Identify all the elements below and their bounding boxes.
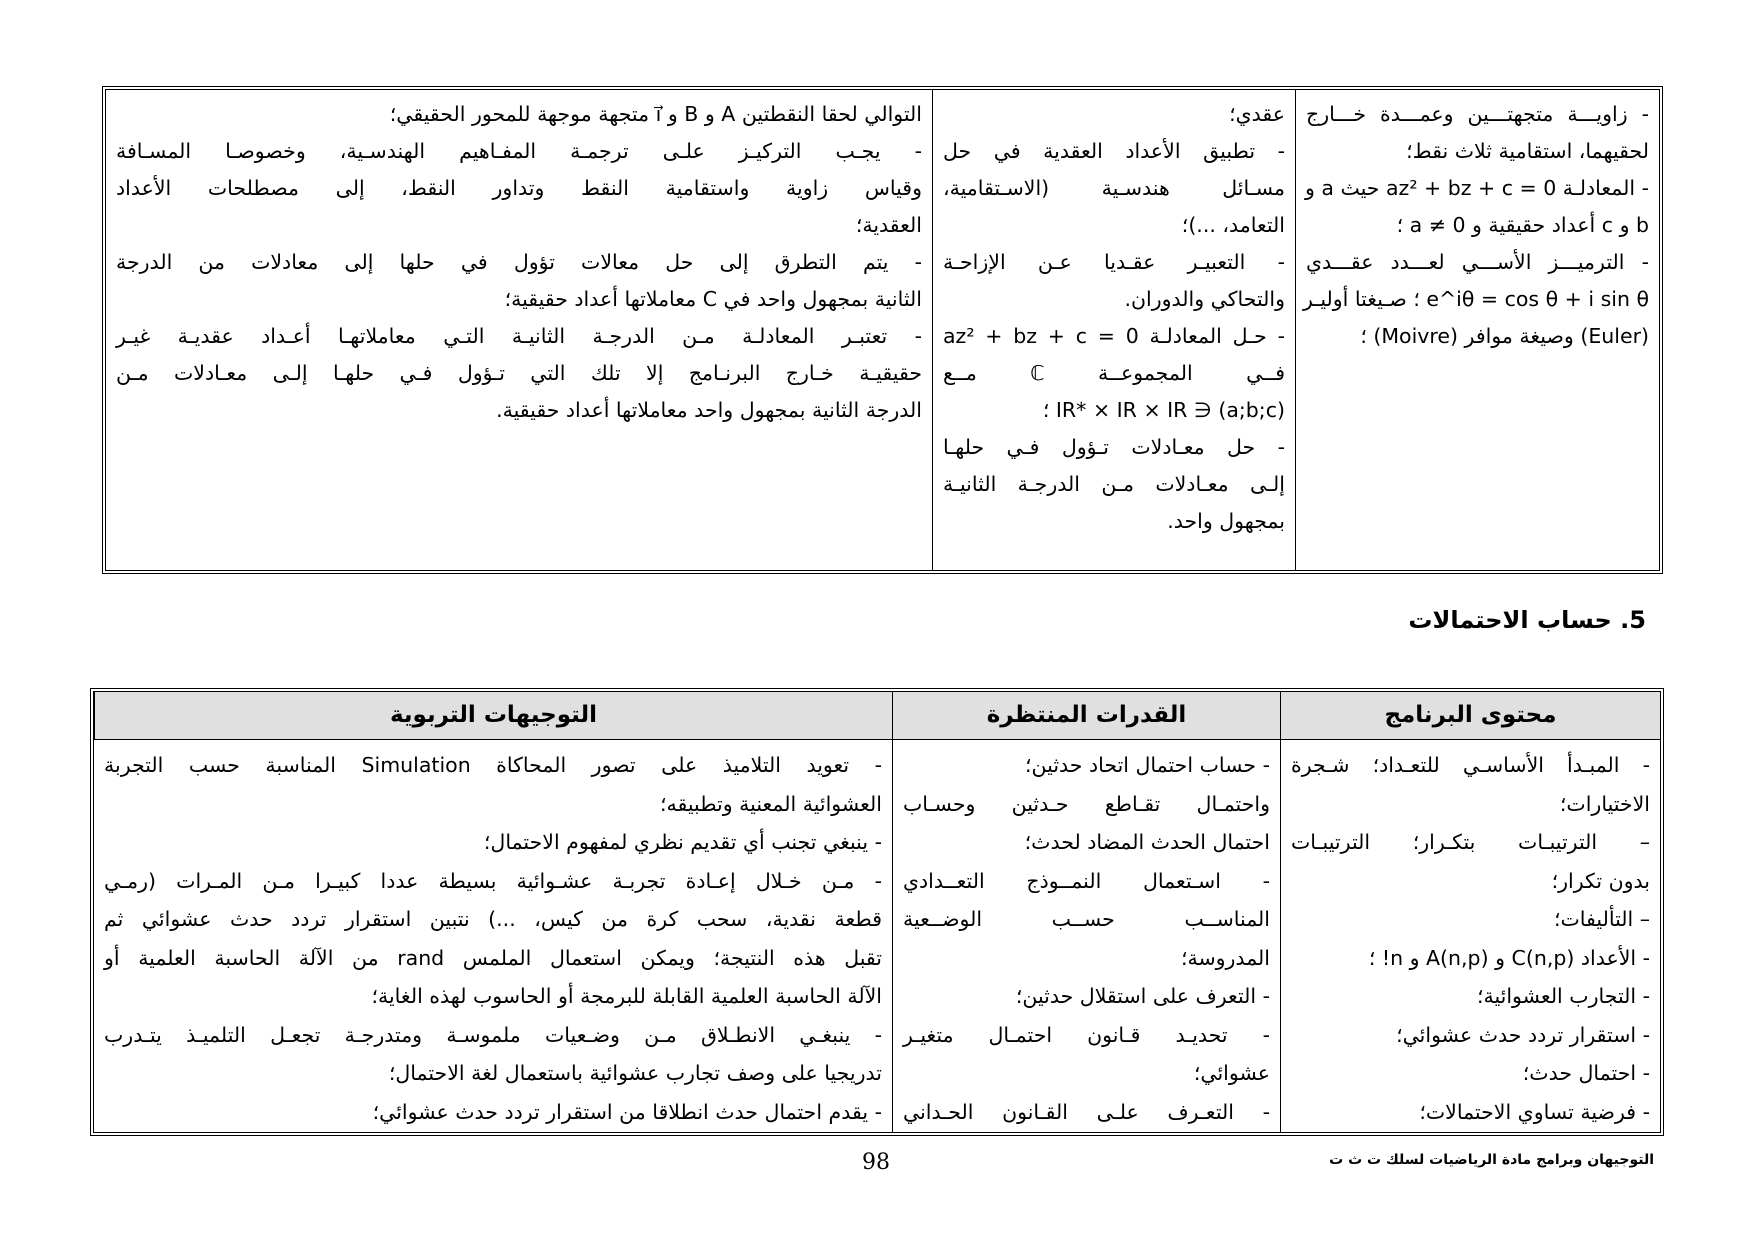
ability-line: فــي المجموعــة ℂ مــع xyxy=(943,361,1285,385)
ability-line: المناســب حســب الوضــعية xyxy=(903,907,1270,931)
ability-line: بمجهول واحد. xyxy=(1167,509,1285,533)
content-line: - المبـدأ الأساسـي للتعـداد؛ شـجرة xyxy=(1291,753,1650,777)
guidance-line: الثانية بمجهول واحد في C معاملاتها أعداد حقيقية؛ xyxy=(504,287,922,311)
guidance-line: - تعويد التلاميذ على تصور المحاكاة Simulation المناسبة حسب التجربة xyxy=(104,753,882,777)
footer-note: التوجيهان وبرامج مادة الرياضيات لسلك ت ث ت xyxy=(1329,1152,1654,1168)
guidance-line: التوالي لحقا النقطتين A و B و i⃗ متجهة موجهة للمحور الحقيقي؛ xyxy=(389,102,922,126)
expected-abilities-column xyxy=(932,90,1295,570)
program-content-column xyxy=(1280,740,1660,1132)
ability-line: - حساب احتمال اتحاد حدثين؛ xyxy=(1025,753,1270,777)
complex-numbers-table-continued xyxy=(102,86,1663,574)
ability-line: - التعـرف علـى القـانون الحـداني xyxy=(903,1099,1270,1124)
content-line: - الترميـــز الأســـي لعـــدد عقـــدي xyxy=(1306,250,1649,274)
guidance-line: حقيقيـة خـارج البرنـامج إلا تلك التي تـؤول فـي حلهـا إلـى معـادلات مـن xyxy=(116,361,922,385)
section-title: 5. حساب الاحتمالات xyxy=(1408,606,1646,634)
content-line: بدون تكرار؛ xyxy=(1551,868,1650,893)
guidance-line: - يقدم احتمال حدث انطلاقا من استقرار تردد حدث عشوائي؛ xyxy=(372,1099,882,1124)
guidance-line: - يتم التطرق إلى حل معالات تؤول في حلها إلى معادلات من الدرجة xyxy=(116,250,922,274)
content-line: – الترتيبـات بتكـرار؛ الترتيبـات xyxy=(1291,830,1650,854)
ability-line: - اسـتعمال النمــوذج التعــدادي xyxy=(903,868,1270,893)
ability-line: - تحديـد قـانون احتمـال متغيـر xyxy=(903,1022,1270,1047)
ability-line: احتمال الحدث المضاد لحدث؛ xyxy=(1024,830,1270,854)
guidance-line: - ينبغي تجنب أي تقديم نظري لمفهوم الاحتمال؛ xyxy=(483,830,882,854)
content-line: - فرضية تساوي الاحتمالات؛ xyxy=(1419,1099,1650,1124)
guidance-line: العقدية؛ xyxy=(855,213,922,237)
guidance-line: تدريجيا على وصف تجارب عشوائية باستعمال لغة الاحتمال؛ xyxy=(388,1061,882,1085)
guidance-line: العشوائية المعنية وتطبيقه؛ xyxy=(659,791,882,816)
content-line: (Euler) وصيغة موافر (Moivre) ؛ xyxy=(1360,324,1649,348)
header-pedagogical-guidance: التوجيهات التربوية xyxy=(94,692,892,740)
ability-line: - حل معـادلات تـؤول فـي حلهـا xyxy=(943,435,1285,459)
ability-line: واحتمـال تقـاطع حـدثين وحسـاب xyxy=(903,791,1270,816)
ability-line: التعامد، ...)؛ xyxy=(1181,213,1285,237)
content-line: - استقرار تردد حدث عشوائي؛ xyxy=(1396,1022,1650,1047)
probability-table xyxy=(90,688,1664,1136)
ability-line: والتحاكي والدوران. xyxy=(1124,287,1285,311)
content-line: - المعادلـة az² + bz + c = 0 حيث a و xyxy=(1304,176,1649,200)
ability-line: عشوائي؛ xyxy=(1193,1061,1270,1085)
content-line: - زاويـــة متجهتـــين وعمـــدة خـــارج xyxy=(1306,102,1649,126)
ability-line: إلـى معـادلات مـن الدرجـة الثانيـة xyxy=(943,472,1285,496)
ability-line: المدروسة؛ xyxy=(1180,945,1270,970)
content-line: b و c أعداد حقيقية و a ≠ 0 ؛ xyxy=(1396,213,1649,237)
program-content-column xyxy=(1295,90,1659,570)
guidance-line: تقبل هذه النتيجة؛ ويمكن استعمال الملمس rand من الآلة الحاسبة العلمية أو xyxy=(104,945,882,970)
header-expected-abilities: القدرات المنتظرة xyxy=(892,692,1280,740)
content-line: – التأليفات؛ xyxy=(1553,907,1650,931)
guidance-line: - تعتبـر المعادلـة مـن الدرجـة الثانيـة التـي معاملاتهـا أعـداد عقديـة غيـر xyxy=(116,324,922,348)
pedagogical-guidance-column xyxy=(106,90,932,570)
guidance-line: - يجـب التركيـز علـى ترجمـة المفـاهيم الهندسـية، وخصوصـا المسـافة xyxy=(116,139,922,163)
content-line: لحقيهما، استقامية ثلاث نقط؛ xyxy=(1406,139,1649,163)
header-program-content: محتوى البرنامج xyxy=(1280,692,1660,740)
guidance-line: - مـن خـلال إعـادة تجربـة عشـوائية بسيطة عددا كبيـرا مـن المـرات (رمـي xyxy=(104,868,882,893)
guidance-line: قطعة نقدية، سحب كرة من كيس، ...) نتبين استقرار تردد حدث عشوائي ثم xyxy=(104,907,882,931)
expected-abilities-column xyxy=(892,740,1280,1132)
content-line: - التجارب العشوائية؛ xyxy=(1476,984,1650,1008)
ability-line: مسـائل هندسـية (الاسـتقامية، xyxy=(943,176,1285,200)
guidance-line: الدرجة الثانية بمجهول واحد معاملاتها أعداد حقيقية. xyxy=(496,398,922,422)
ability-line: - حـل المعادلـة az² + bz + c = 0 xyxy=(943,324,1285,348)
guidance-line: - ينبغـي الانطـلاق مـن وضـعيات ملموسـة ومتدرجـة تجعـل التلميـذ يتـدرب xyxy=(104,1022,882,1047)
content-line: - الأعداد C(n,p) و A(n,p) و n! ؛ xyxy=(1368,945,1650,970)
content-line: e^iθ = cos θ + i sin θ ؛ صـيغتا أوليـر xyxy=(1303,287,1649,311)
ability-line: (a;b;c) ∈ IR* × IR × IR ؛ xyxy=(1042,398,1285,422)
page-number: 98 xyxy=(862,1150,890,1175)
guidance-line: الآلة الحاسبة العلمية القابلة للبرمجة أو الحاسوب لهذه الغاية؛ xyxy=(371,984,882,1008)
ability-line: عقدي؛ xyxy=(1229,102,1285,126)
content-line: الاختيارات؛ xyxy=(1559,791,1650,816)
guidance-line: وقياس زاوية واستقامية النقط وتداور النقط، إلى مصطلحات الأعداد xyxy=(116,176,922,200)
pedagogical-guidance-column xyxy=(94,740,892,1132)
ability-line: - التعرف على استقلال حدثين؛ xyxy=(1015,984,1270,1008)
content-line: - احتمال حدث؛ xyxy=(1522,1061,1650,1085)
ability-line: - تطبيق الأعداد العقدية في حل xyxy=(943,139,1285,163)
ability-line: - التعبيـر عقـديا عـن الإزاحـة xyxy=(943,250,1285,274)
